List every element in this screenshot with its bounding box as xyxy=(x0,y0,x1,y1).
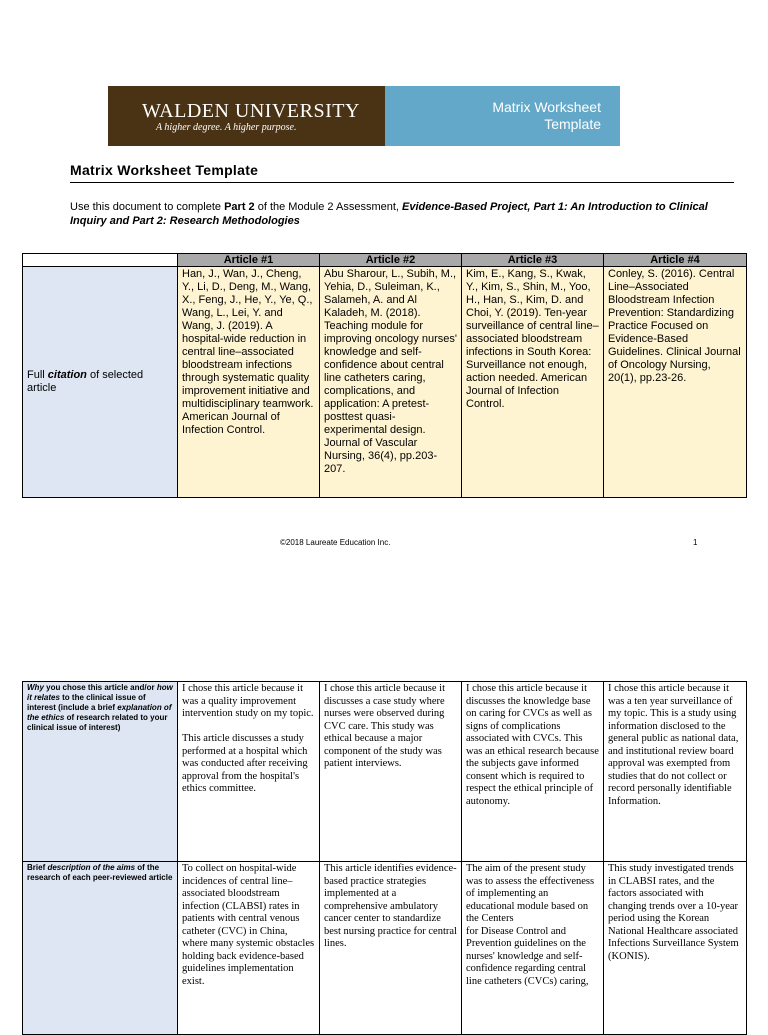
intro-project-title: Evidence-Based Project, Part 1: An Introduction to Clinical Inquiry and Part 2: Research Methodologies xyxy=(70,201,708,227)
banner-title-block xyxy=(385,86,620,146)
brand-name: WALDEN UNIVERSITY xyxy=(142,100,360,122)
table-row-citation xyxy=(23,267,747,498)
why-article-4[interactable]: I chose this article because it was a ten year surveillance of my topic. This is a study using information disclosed to the general public as national data, and institutional review board approval was exempted from studies that do not collect or record personally identifiable Information. xyxy=(604,682,747,862)
label-aims: description of the aims xyxy=(47,863,136,872)
header-article-2: Article #2 xyxy=(320,254,462,267)
row-label-emphasis: citation xyxy=(47,369,87,381)
table-header-row xyxy=(23,254,747,267)
banner-title xyxy=(385,99,601,133)
label-text-2: to the clinical issue of interest (include a brief xyxy=(27,693,146,712)
banner-title-line-2: Template xyxy=(544,116,601,132)
intro-text-mid: of the Module 2 Assessment, xyxy=(254,201,403,213)
label-how: how it relates xyxy=(27,683,173,702)
table-row-why-chosen xyxy=(23,682,747,862)
header-article-4: Article #4 xyxy=(604,254,747,267)
citation-article-1[interactable]: Han, J., Wan, J., Cheng, Y., Li, D., Deng, M., Wang, X., Feng, J., He, Y., Ye, Q., Wang, L., Lei, Y. and Wang, J. (2019). A hospital-wide reduction in central line–associated bloodstream infections through systematic quality improvement initiative and multidisciplinary teamwork. American Journal of Infection Control. xyxy=(178,267,320,498)
citation-article-4[interactable]: Conley, S. (2016). Central Line–Associated Bloodstream Infection Prevention: Standardizing Practice Focused on Evidence-Based Guidelines. Clinical Journal of Oncology Nursing, 20(1), pp.23-26. xyxy=(604,267,747,498)
label-text-3: of research related to your clinical issue of interest) xyxy=(27,713,168,732)
row-label-citation xyxy=(23,267,178,498)
citation-article-2[interactable]: Abu Sharour, L., Subih, M., Yehia, D., Suleiman, K., Salameh, A. and Al Kaladeh, M. (2018). Teaching module for improving oncology nurses' knowledge and self-confidence about central line catheters caring, complications, and application: A pretest-posttest quasi-experimental design. Journal of Vascular Nursing, 36(4), pp.203-207. xyxy=(320,267,462,498)
label-text-4: of the research of each peer-reviewed article xyxy=(27,863,173,882)
intro-text: Use this document to complete xyxy=(70,201,225,213)
page-title: Matrix Worksheet Template xyxy=(70,162,259,178)
title-divider xyxy=(70,182,734,183)
brand-tagline: A higher degree. A higher purpose. xyxy=(156,122,297,133)
copyright-text: ©2018 Laureate Education Inc. xyxy=(280,538,391,547)
row-label-text: Full xyxy=(27,369,48,381)
citation-matrix-table xyxy=(22,253,747,498)
label-brief: Brief xyxy=(27,863,48,872)
university-banner xyxy=(108,86,620,146)
matrix-continuation-table xyxy=(22,681,747,1035)
aims-article-2[interactable]: This article identifies evidence-based practice strategies implemented at a comprehensive ambulatory cancer center to standardize best nursing practice for central lines. xyxy=(320,862,462,1035)
intro-paragraph xyxy=(70,200,734,228)
walden-logo xyxy=(108,86,385,146)
why-article-3[interactable]: I chose this article because it discusses the knowledge base on caring for CVCs as well as signs of complications associated with CVCs. This was an ethical research because the subjects gave informed consent which is required to respect the ethical principle of autonomy. xyxy=(462,682,604,862)
header-blank-cell xyxy=(23,254,178,267)
header-article-1: Article #1 xyxy=(178,254,320,267)
header-article-3: Article #3 xyxy=(462,254,604,267)
label-why: Why xyxy=(27,683,44,692)
citation-article-3[interactable]: Kim, E., Kang, S., Kwak, Y., Kim, S., Shin, M., Yoo, H., Han, S., Kim, D. and Choi, Y. (2019). Ten-year surveillance of central line–associated bloodstream infections in South Korea: Surveillance not enough, action needed. American Journal of Infection Control. xyxy=(462,267,604,498)
aims-article-3[interactable]: The aim of the present study was to assess the effectiveness of implementing an educational module based on the Centers for Disease Control and Prevention guidelines on the nurses' knowledge and self-confidence regarding central line catheters (CVCs) caring, xyxy=(462,862,604,1035)
intro-part: Part 2 xyxy=(224,201,255,213)
banner-title-line-1: Matrix Worksheet xyxy=(492,99,601,115)
why-article-2[interactable]: I chose this article because it discusses a case study where nurses were observed during CVC care. This study was ethical because a major component of the study was patient interviews. xyxy=(320,682,462,862)
page-number: 1 xyxy=(693,538,698,547)
label-text: you chose this article and/or xyxy=(43,683,157,692)
why-article-1[interactable]: I chose this article because it was a quality improvement intervention study on my topic. This article discusses a study performed at a hospital which was conducted after receiving approval from the hospital's ethics committee. xyxy=(178,682,320,862)
row-label-why-chosen xyxy=(23,682,178,862)
aims-article-4[interactable]: This study investigated trends in CLABSI rates, and the factors associated with changing trends over a 10-year period using the Korean National Healthcare associated Infections Surveillance System (KONIS). xyxy=(604,862,747,1035)
aims-article-1[interactable]: To collect on hospital-wide incidences of central line–associated bloodstream infection (CLABSI) rates in patients with central venous catheter (CVC) in China, where many systemic obstacles holding back evidence-based guidelines implementation exist. xyxy=(178,862,320,1035)
row-label-aims xyxy=(23,862,178,1035)
table-row-aims xyxy=(23,862,747,1035)
row-label-text-end: of selected article xyxy=(27,369,144,394)
label-ethics: explanation of the ethics xyxy=(27,703,172,722)
